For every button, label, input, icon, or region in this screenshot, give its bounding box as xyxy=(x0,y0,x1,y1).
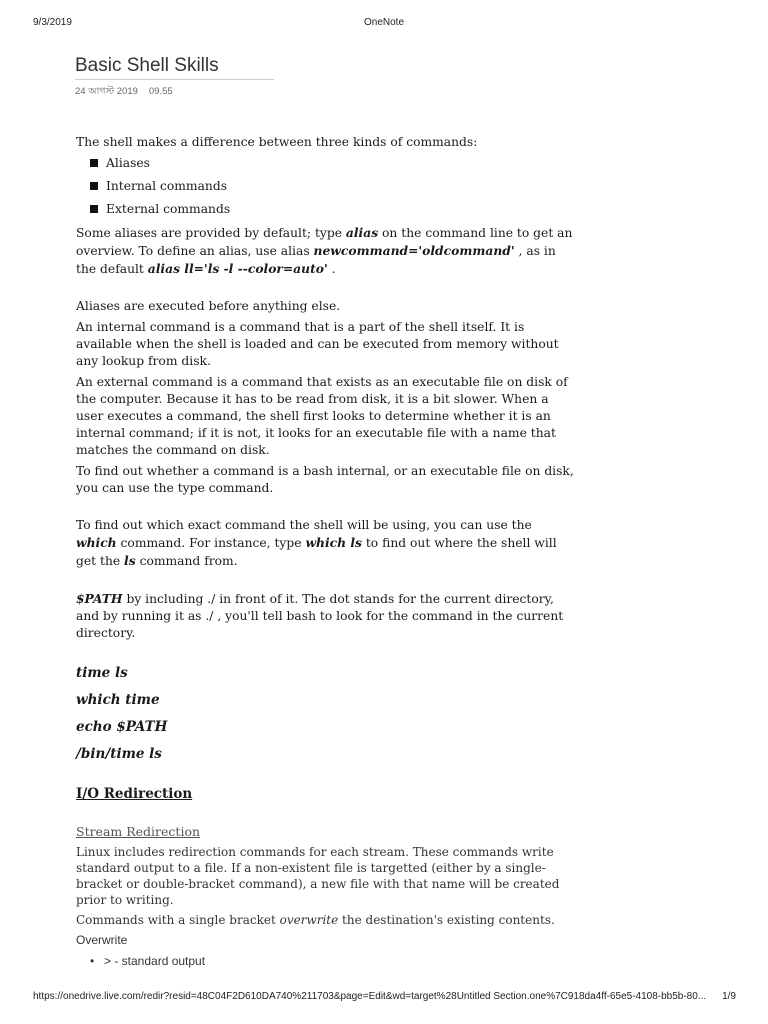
spacer xyxy=(76,646,576,662)
overwrite-paragraph xyxy=(76,912,576,928)
print-header xyxy=(0,17,768,31)
io-redirection-heading: I/O Redirection xyxy=(76,786,193,802)
spacer xyxy=(76,282,576,298)
text: command from. xyxy=(135,554,238,568)
text: . xyxy=(327,262,336,276)
list-item xyxy=(90,155,576,172)
square-bullet-icon xyxy=(90,205,98,213)
text: To find out which exact command the shell will be using, you can use the xyxy=(76,518,532,532)
code-newcommand: newcommand='oldcommand' xyxy=(313,243,515,258)
path-paragraph xyxy=(76,590,576,642)
overwrite-label: Overwrite xyxy=(76,933,128,947)
text: the destination's existing contents. xyxy=(338,913,555,927)
list-item xyxy=(90,178,576,195)
list-item: • > - standard output xyxy=(76,953,576,970)
square-bullet-icon xyxy=(90,159,98,167)
external-command-paragraph: An external command is a command that exists as an executable file on disk of the computer. Because it has to be read from disk, it is a bit slower. When a user executes a command, the shell first looks to determine whether it is an internal command; if it is not, it looks for an executable file with a name that matches the command on disk. xyxy=(76,375,568,457)
list-item-label: Aliases xyxy=(106,156,150,170)
page-title: Basic Shell Skills xyxy=(75,55,274,80)
print-page-number: 1/9 xyxy=(722,991,736,1002)
square-bullet-icon xyxy=(90,182,98,190)
print-date: 9/3/2019 xyxy=(33,17,72,28)
print-url: https://onedrive.live.com/redir?resid=48C04F2D610DA740%211703&page=Edit&wd=target%28Untitled Section.one%7C918da4ff-65e5-4108-bb5b-80... xyxy=(33,991,707,1002)
page-meta xyxy=(75,85,173,100)
code-alias-ll: alias ll='ls -l --color=auto' xyxy=(147,261,328,276)
text: by including ./ in front of it. The dot stands for the current directory, and by running it as ./ , you'll tell bash to look for the command in the current directory. xyxy=(76,592,564,640)
note-content xyxy=(76,134,576,970)
page-date: 24 আগস্ট 2019 xyxy=(75,86,138,97)
print-app-name: OneNote xyxy=(363,17,405,28)
text: to find out where the shell will get the xyxy=(76,536,557,568)
code-alias: alias xyxy=(345,225,379,240)
text: on the command line to get an overview. To define an alias, use alias xyxy=(76,226,573,258)
code-which-ls: which ls xyxy=(305,535,362,550)
text: , as in the default xyxy=(76,244,556,276)
command-line: /bin/time ls xyxy=(76,746,162,762)
command-line: time ls xyxy=(76,665,128,681)
aliases-first-paragraph: Aliases are executed before anything else. xyxy=(76,299,341,313)
emphasis: overwrite xyxy=(279,913,339,927)
command-line: which time xyxy=(76,692,160,708)
spacer xyxy=(76,770,576,786)
overwrite-list xyxy=(76,953,576,970)
list-item xyxy=(90,201,576,218)
code-which: which xyxy=(76,535,117,550)
code-ls: ls xyxy=(124,553,136,568)
text: command. For instance, type xyxy=(116,536,306,550)
list-item-label: Internal commands xyxy=(106,179,228,193)
spacer xyxy=(76,501,576,517)
text: Commands with a single bracket xyxy=(76,913,280,927)
code-path: $PATH xyxy=(76,591,123,606)
page-time: 09.55 xyxy=(148,86,173,97)
text: Some aliases are provided by default; type xyxy=(76,226,346,240)
command-line: echo $PATH xyxy=(76,719,168,735)
print-footer xyxy=(0,991,768,1005)
command-examples xyxy=(76,662,576,766)
which-paragraph xyxy=(76,517,576,570)
alias-paragraph xyxy=(76,224,576,278)
spacer xyxy=(76,574,576,590)
list-item-label: External commands xyxy=(106,202,231,216)
command-kinds-list xyxy=(76,155,576,218)
intro-paragraph: The shell makes a difference between three kinds of commands: xyxy=(76,135,478,149)
internal-command-paragraph: An internal command is a command that is a part of the shell itself. It is available when the shell is loaded and can be executed from memory without any lookup from disk. xyxy=(76,320,559,368)
stream-redirection-heading: Stream Redirection xyxy=(76,824,201,839)
linux-redirection-paragraph: Linux includes redirection commands for each stream. These commands write standard output to a file. If a non-existent file is targetted (either by a single-bracket or double-bracket command), a new file with that name will be created prior to writing. xyxy=(76,845,560,907)
type-command-paragraph: To find out whether a command is a bash internal, or an executable file on disk, you can use the type command. xyxy=(76,464,574,495)
spacer xyxy=(76,807,576,823)
